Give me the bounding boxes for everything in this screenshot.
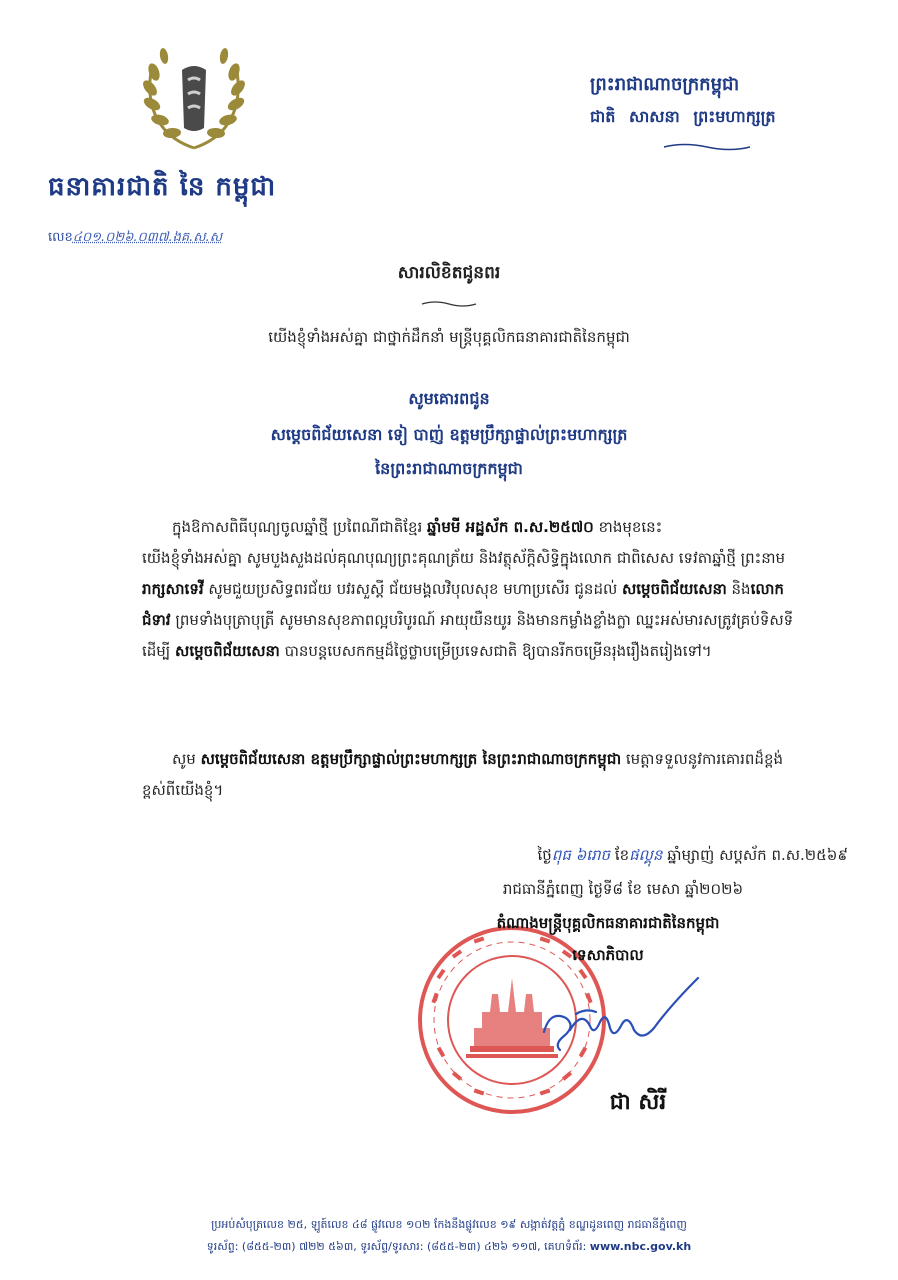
p1-text-f: សូមជួយប្រសិទ្ធពរជ័យ បវរសួស្តី ជ័យមង្គលវិបុលសុខ មហាប្រសើរ ជូនដល់	[203, 580, 623, 598]
handwritten-signature-icon	[530, 970, 700, 1060]
p2-text-a: សូម	[172, 750, 201, 768]
recipient-org-line: នៃព្រះរាជាណាចក្រកម្ពុជា	[375, 459, 523, 478]
ref-label: លេខ	[48, 230, 73, 245]
solar-date: រាជធានីភ្នំពេញ ថ្ងៃទី៨ ខែ មេសា ឆ្នាំ២០២៦	[502, 880, 744, 898]
p1-text-j: ព្រមទាំងបុត្រាបុត្រី សូមមានសុខភាពល្អបរិបូរណ៍ អាយុយឺនយូរ និងមានកម្លាំងខ្លាំងក្លា ឈ្នះអស់មារសត្រូវគ្រប់ទិសទី ដើម្បី	[142, 611, 794, 660]
paragraph-blessing	[142, 543, 802, 667]
paragraph-respect	[142, 744, 802, 806]
p1-deity-bold: រាក្សសាទេវី	[142, 580, 204, 598]
footer-website-link[interactable]: www.nbc.gov.kh	[589, 1240, 692, 1253]
signer-name: ជា សិរី	[609, 1089, 667, 1115]
lunar-prefix: ថ្ងៃ	[537, 846, 552, 864]
document-title: សារលិខិតជូនពរ	[397, 263, 501, 283]
ornament-divider-icon	[662, 142, 752, 152]
p2-recipient-bold: សម្តេចពិជ័យសេនា ឧត្តមប្រឹក្សាផ្ទាល់ព្រះមហាក្សត្រ នៃព្រះរាជាណាចក្រកម្ពុជា	[200, 750, 622, 768]
footer-contact	[0, 1240, 898, 1256]
lunar-day-handwritten: ពុធ ៦រោច	[551, 846, 611, 864]
reference-number	[48, 229, 348, 248]
lunar-date	[448, 846, 848, 868]
p1-recipient-bold-2: សម្តេចពិជ័យសេនា	[175, 642, 280, 660]
title-divider-icon	[420, 300, 478, 308]
footer-contact-text: ទូរស័ព្ទ: (៨៥៥-២៣) ៧២២ ៥៦៣, ទូរស័ព្ទ/ទូរសារ: (៨៥៥-២៣) ៤២៦ ១១៧, គេហទំព័រ:	[206, 1240, 590, 1253]
honor-line: សូមគោរពជូន	[408, 389, 490, 408]
p1-text-d: យើងខ្ញុំទាំងអស់គ្នា សូមបួងសួងដល់គុណបុណ្យព្រះគុណត្រ័យ និងវត្ថុស័ក្តិសិទ្ធិក្នុងលោក ជាពិសេស ទេវតាឆ្នាំថ្មី ព្រះនាម	[142, 549, 786, 567]
recipient-line: សម្តេចពិជ័យសេនា ទៀ បាញ់ ឧត្តមប្រឹក្សាផ្ទាល់ព្រះមហាក្សត្រ	[270, 425, 628, 444]
paragraph-greeting	[142, 512, 802, 543]
p2-text-c: មេត្តាទទួលនូវការគោរពដ៏ខ្ពង់ខ្ពស់ពីយើងខ្ញុំ។	[142, 750, 783, 799]
kingdom-heading: ព្រះរាជាណាចក្រកម្ពុជា	[590, 74, 740, 95]
signer-title: ទេសាភិបាល	[572, 946, 644, 964]
national-motto: ជាតិ សាសនា ព្រះមហាក្សត្រ	[590, 107, 776, 126]
p1-lady-bold: លោកជំទាវ	[142, 580, 784, 629]
p1-text-c: ខាងមុខនេះ	[593, 518, 663, 536]
nbc-logo-icon	[138, 36, 250, 154]
lunar-month-handwritten: ផល្គុន	[629, 846, 663, 864]
signer-organization: តំណាងមន្ត្រីបុគ្គលិកធនាគារជាតិនៃកម្ពុជា	[496, 914, 720, 932]
lunar-year: ឆ្នាំម្សាញ់ សប្តស័ក ព.ស.២៥៦៩	[662, 846, 848, 864]
footer-address: ប្រអប់សំបុត្រលេខ ២៥, ឡូត៍លេខ ៤៨ ផ្លូវលេខ ១០២ កែងនឹងផ្លូវលេខ ១៩ សង្កាត់វត្តភ្នំ ខណ្ឌដូនពេញ រាជធានីភ្នំពេញ	[211, 1218, 687, 1231]
ref-value: ៤០១.០២៦.០៣៧.ងគ.ស.ស	[72, 230, 223, 245]
p1-text-h: និង	[726, 580, 751, 598]
lunar-month-label: ខែ	[610, 846, 630, 864]
sender-line: យើងខ្ញុំទាំងអស់គ្នា ជាថ្នាក់ដឹកនាំ មន្ត្រីបុគ្គលិកធនាគារជាតិនៃកម្ពុជា	[268, 328, 630, 346]
p1-year-bold: ឆ្នាំមមី អដ្ឋស័ក ព.ស.២៥៧០	[427, 518, 594, 536]
p1-recipient-bold: សម្តេចពិជ័យសេនា	[622, 580, 727, 598]
p1-text-l: បានបន្តបេសកកម្មដ៏ថ្លៃថ្លាបម្រើប្រទេសជាតិ ឱ្យបានរីកចម្រើនរុងរឿងតរៀងទៅ។	[279, 642, 712, 660]
p1-text-a: ក្នុងឱកាសពិធីបុណ្យចូលឆ្នាំថ្មី ប្រពៃណីជាតិខ្មែរ	[172, 518, 428, 536]
bank-name: ធនាគារជាតិ នៃ កម្ពុជា	[48, 172, 277, 202]
